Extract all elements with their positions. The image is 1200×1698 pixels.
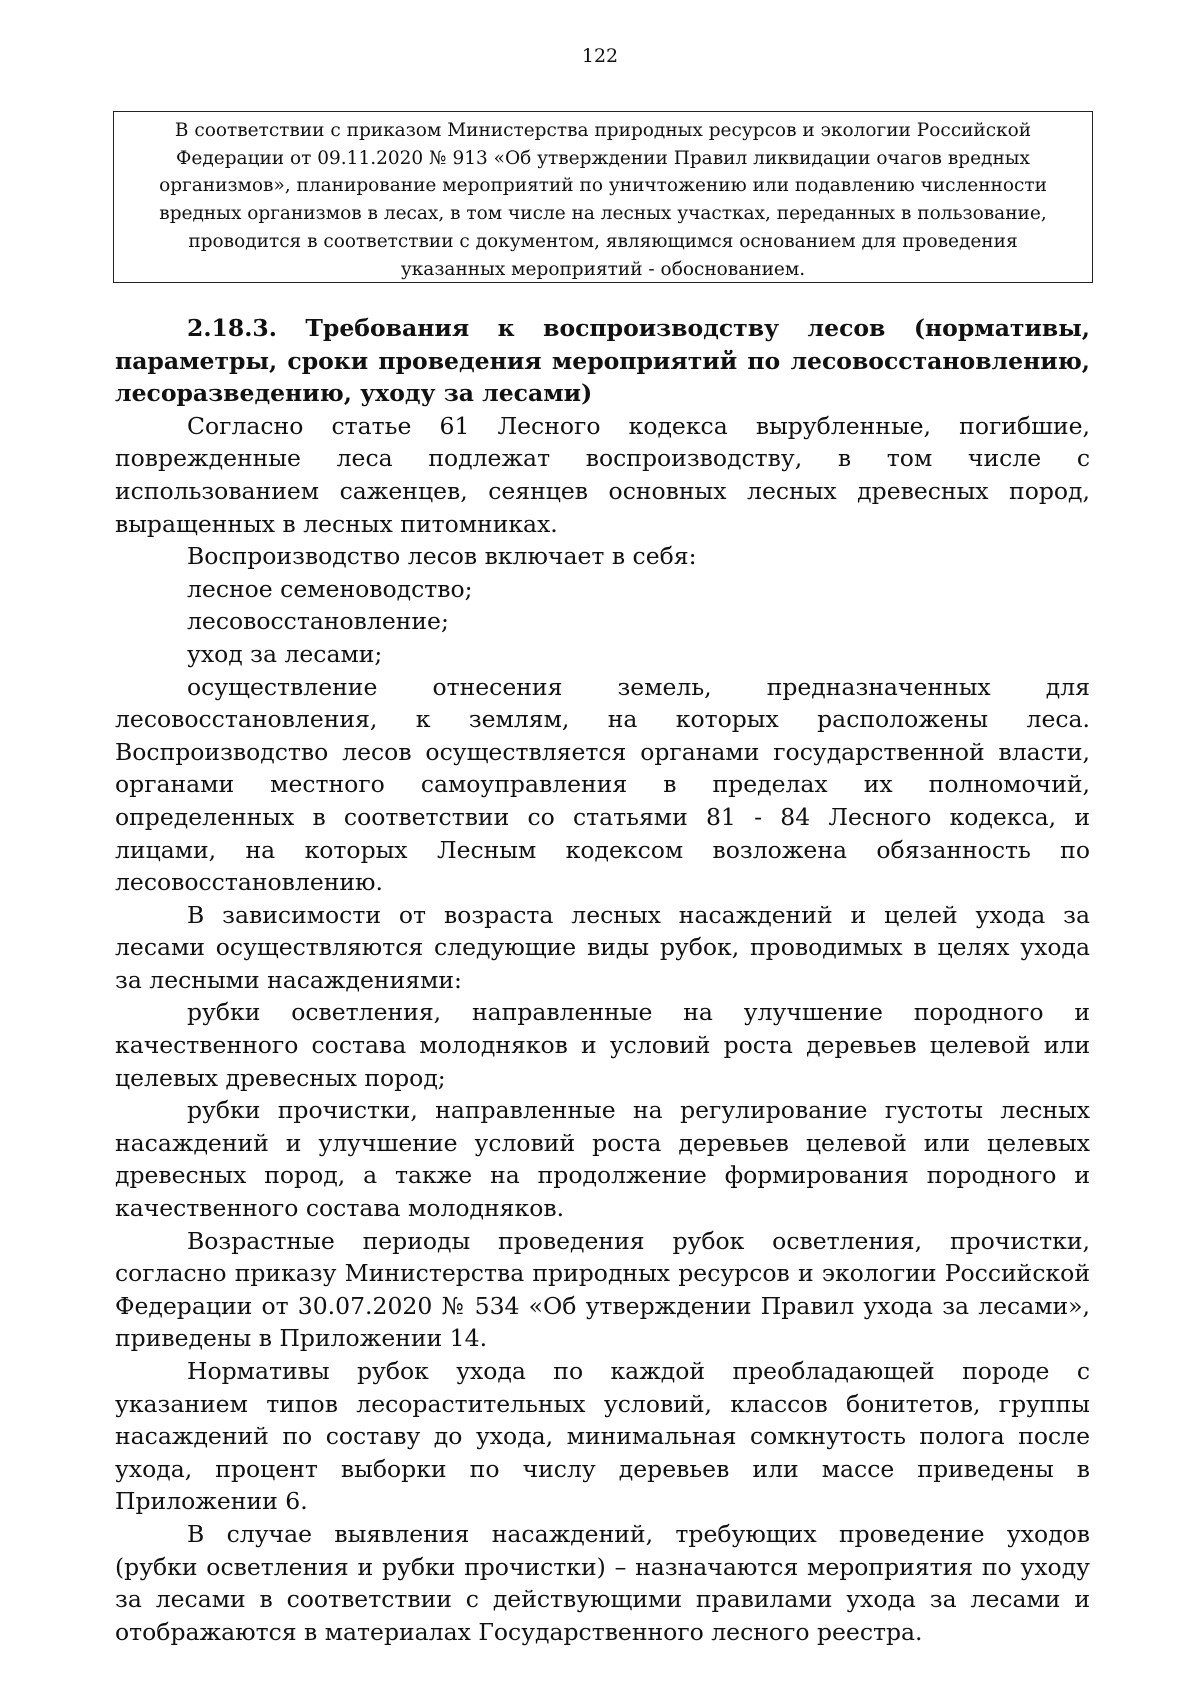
list-item: лесное семеноводство; xyxy=(187,574,473,603)
paragraph: Возрастные периоды проведения рубок осветления, прочистки, согласно приказу Министерства природных ресурсов и экологии Российской Федерации от 30.07.2020 № 534 «Об утверждении Правил ухода за лесами», приведены в Приложении 14. xyxy=(115,1226,1090,1353)
paragraph: Нормативы рубок ухода по каждой преобладающей породе с указанием типов лесорастительных условий, классов бонитетов, группы насаждений по составу до ухода, минимальная сомкнутость полога после ухода, процент выборки по числу деревьев или массе приведены в Приложении 6. xyxy=(115,1357,1090,1516)
list-item: рубки прочистки, направленные на регулирование густоты лесных насаждений и улучшение условий роста деревьев целевой или целевых древесных пород, а также на продолжение формирования породного и качественного состава молодняков. xyxy=(115,1096,1090,1223)
page-number: 122 xyxy=(581,45,619,67)
list-item: лесовосстановление; xyxy=(187,607,449,636)
paragraph: В зависимости от возраста лесных насаждений и целей ухода за лесами осуществляются следующие виды рубок, проводимых в целях ухода за лесными насаждениями: xyxy=(115,900,1090,994)
notice-line: вредных организмов в лесах, в том числе на лесных участках, переданных в пользование, xyxy=(159,203,1047,225)
notice-box xyxy=(113,111,1093,283)
list-item: рубки осветления, направленные на улучшение породного и качественного состава молодняков и условий роста деревьев целевой или целевых древесных пород; xyxy=(115,998,1090,1092)
notice-line: указанных мероприятий - обоснованием. xyxy=(400,258,806,280)
list-item: уход за лесами; xyxy=(187,639,383,668)
notice-line: проводится в соответствии с документом, являющимся основанием для проведения xyxy=(188,230,1018,252)
paragraph: Воспроизводство лесов включает в себя: xyxy=(187,542,697,571)
notice-line: В соответствии с приказом Министерства природных ресурсов и экологии Российской xyxy=(174,120,1032,141)
paragraph: Согласно статье 61 Лесного кодекса вырубленные, погибшие, поврежденные леса подлежат воспроизводству, в том числе с использованием саженцев, сеянцев основных лесных древесных пород, выращенных в лесных питомниках. xyxy=(115,411,1090,538)
section-content xyxy=(115,312,1090,1648)
list-item: осуществление отнесения земель, предназначенных для лесовосстановления, к землям, на которых расположены леса. Воспроизводство лесов осуществляется органами государственной власти, органами местного самоуправления в пределах их полномочий, определенных в соответствии со статьями 81 - 84 Лесного кодекса, и лицами, на которых Лесным кодексом возложена обязанность по лесовосстановлению. xyxy=(115,672,1090,897)
paragraph: В случае выявления насаждений, требующих проведение уходов (рубки осветления и рубки прочистки) – назначаются мероприятия по уходу за лесами в соответствии с действующими правилами ухода за лесами и отображаются в материалах Государственного лесного реестра. xyxy=(115,1519,1090,1646)
section-heading: 2.18.3. Требования к воспроизводству лесов (нормативы, параметры, сроки проведения мероприятий по лесовосстановлению, лесоразведению, уходу за лесами) xyxy=(115,314,1090,408)
notice-line: организмов», планирование мероприятий по уничтожению или подавлению численности xyxy=(159,175,1047,197)
notice-line: Федерации от 09.11.2020 № 913 «Об утверждении Правил ликвидации очагов вредных xyxy=(176,147,1030,169)
